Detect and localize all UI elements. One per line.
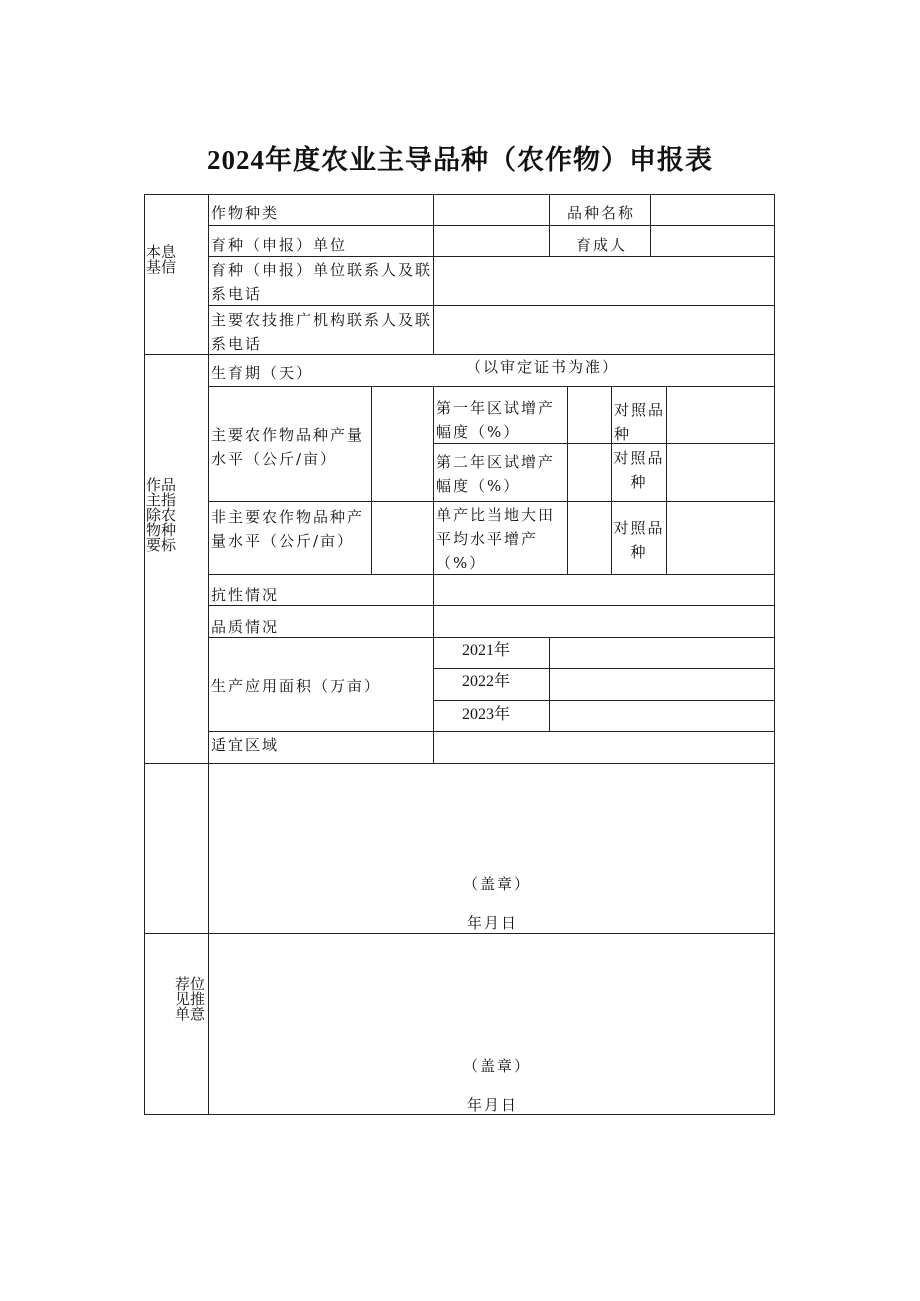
label-quality: 品质情况 <box>211 618 280 636</box>
label-crop-type: 作物种类 <box>211 204 280 222</box>
date-label-1: 年月日 <box>467 914 519 932</box>
growth-period-note: （以审定证书为准） <box>466 358 620 376</box>
label-breeder: 育成人 <box>576 236 628 254</box>
label-unit-contact: 育种（申报）单位联系人及联系电话 <box>211 261 433 303</box>
label-breeding-unit: 育种（申报）单位 <box>211 236 348 254</box>
section-main-indicators: 作品主指除农物种要标 <box>146 476 177 554</box>
label-area: 生产应用面积（万亩） <box>211 677 382 695</box>
section-recommend-opinion: 荐位见推单意 <box>175 975 206 1023</box>
label-extension-contact: 主要农技推广机构联系人及联系电话 <box>211 311 433 353</box>
label-year-2021: 2021年 <box>462 642 511 659</box>
date-label-2: 年月日 <box>467 1096 519 1114</box>
label-main-yield: 主要农作物品种产量水平（公斤/亩） <box>211 426 365 468</box>
label-growth-period: 生育期（天） <box>211 364 314 382</box>
label-suitable-region: 适宜区域 <box>211 736 280 754</box>
seal-label-2: （盖章） <box>463 1057 532 1075</box>
label-unit-yield-compare: 单产比当地大田平均水平增产（%） <box>436 506 556 572</box>
label-control-variety-3: 对照品种 <box>613 519 665 561</box>
label-nonmain-yield: 非主要农作物品种产量水平（公斤/亩） <box>211 508 365 550</box>
page-title: 2024年度农业主导品种（农作物）申报表 <box>207 145 713 176</box>
section-basic-info: 本息基信 <box>146 243 177 276</box>
seal-label-1: （盖章） <box>463 875 532 893</box>
label-resistance: 抗性情况 <box>211 586 280 604</box>
label-variety-name: 品种名称 <box>567 204 636 222</box>
label-control-variety-1: 对照品种 <box>614 401 666 443</box>
label-year2-increase: 第二年区试增产幅度（%） <box>436 453 556 495</box>
label-control-variety-2: 对照品种 <box>613 449 665 491</box>
label-year-2022: 2022年 <box>462 673 511 690</box>
label-year1-increase: 第一年区试增产幅度（%） <box>436 399 556 441</box>
label-year-2023: 2023年 <box>462 706 511 723</box>
